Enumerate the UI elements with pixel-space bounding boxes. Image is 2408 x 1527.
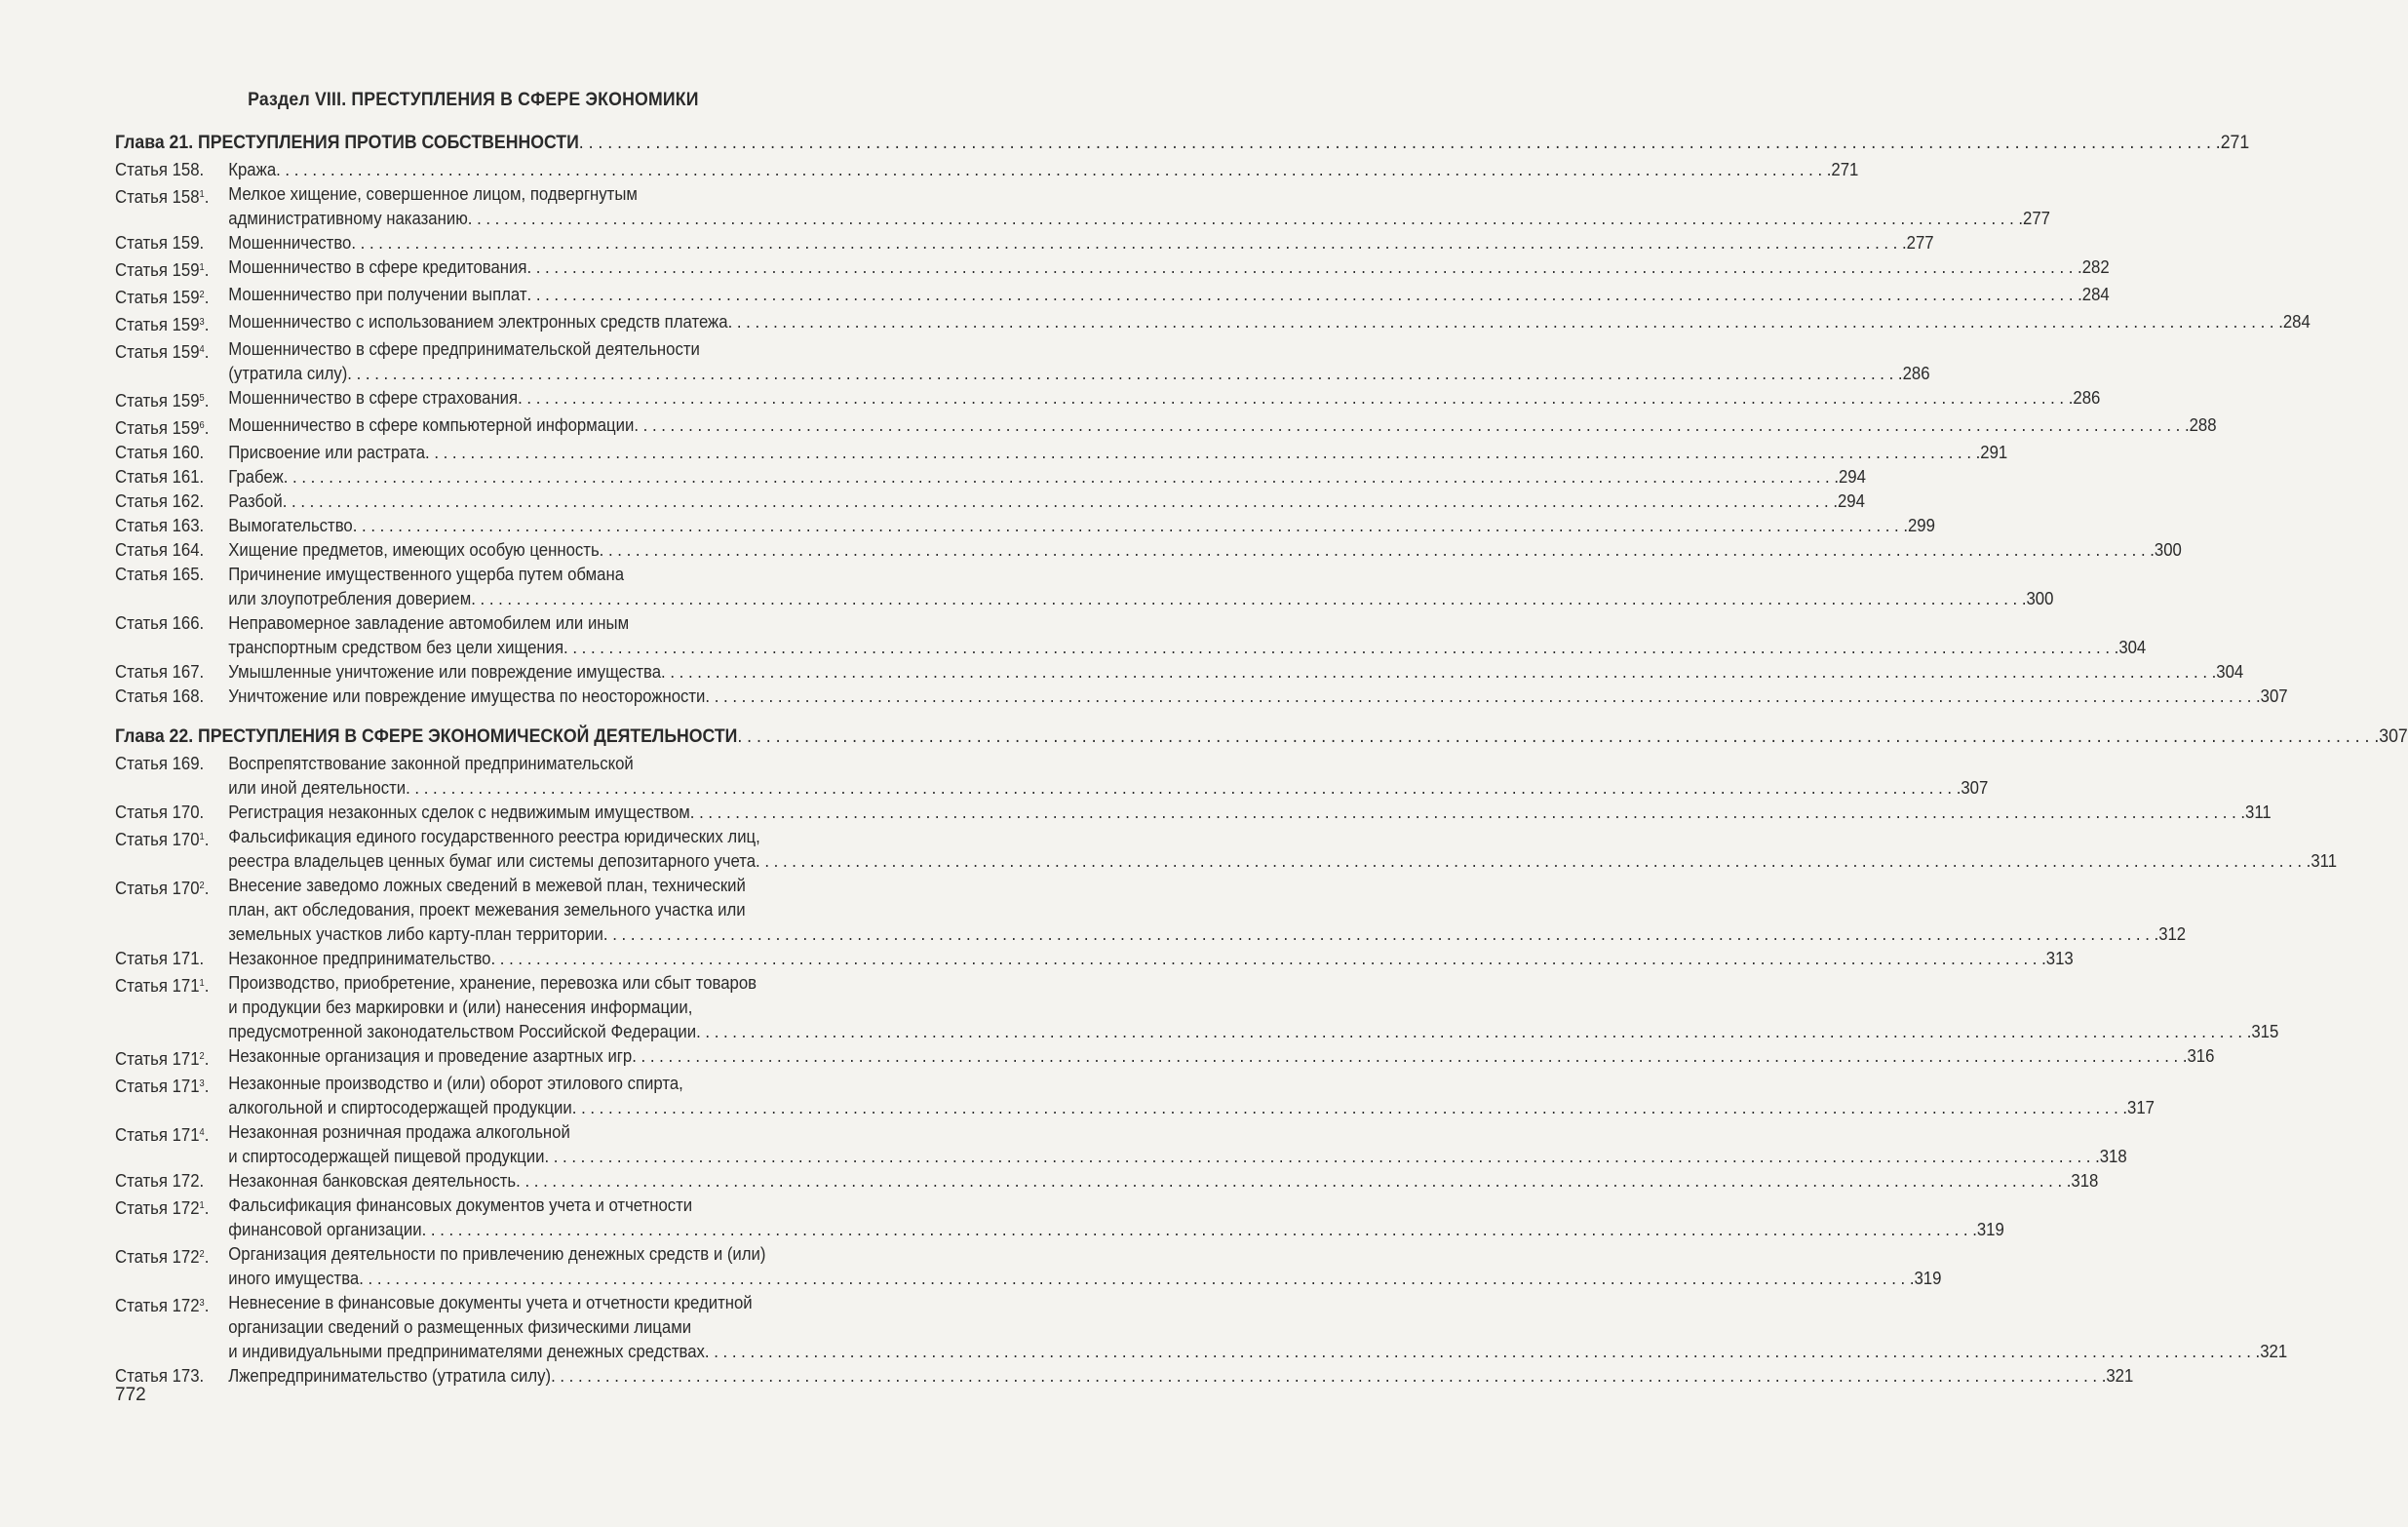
article-page-number: 318 [2099,1147,2127,1166]
article-number: Статья 167. [115,662,205,682]
article-superscript: 4 [199,1127,205,1138]
article-page-number: 286 [1902,364,1930,383]
article-superscript: 2 [199,1051,205,1062]
article-title-line [228,386,2100,411]
dot-leader [468,207,2023,231]
article-title [228,1364,2133,1389]
article-superscript: 5 [199,393,205,404]
dot-leader [579,133,2221,154]
dot-leader [728,310,2283,334]
dot-leader [276,158,1831,182]
dot-leader [572,1096,2127,1120]
article-title-line [228,849,2337,874]
article-title-text: Умышленные уничтожение или повреждение имущества [228,662,662,682]
article-superscript: 4 [199,344,205,355]
article-title-line [228,971,2278,996]
article-title-line [228,947,2073,971]
toc-entry[interactable] [115,441,2008,465]
page-number: 772 [115,1385,146,1405]
article-title-text: Разбой [228,491,283,511]
article-title-text: Воспрепятствование законной предпринимательской [228,754,634,773]
toc-entry[interactable] [115,255,2110,283]
article-page-number: 313 [2045,949,2074,968]
toc-entry[interactable] [115,337,1930,386]
contents-page [115,90,2408,1389]
article-title-text: Регистрация незаконных сделок с недвижимым имуществом [228,803,690,822]
article-page-number: 311 [2311,851,2338,871]
article-page-number: 277 [2023,209,2050,228]
article-page-number: 317 [2127,1098,2155,1117]
article-title [228,1072,2155,1120]
dot-leader [490,947,2045,971]
article-number: Статья $171^3$. [115,1077,210,1096]
article-title-line [228,283,2109,307]
article-title-text: Мошенничество в сфере предпринимательской деятельности [228,339,700,359]
dot-leader [705,1340,2260,1364]
article-title [228,660,2243,685]
article-page-number: 304 [2118,638,2147,657]
article-title-line [228,538,2182,563]
article-title-line [228,514,1935,538]
toc-entry[interactable] [115,514,1935,538]
article-title-text: земельных участков либо карту-план территории [228,924,603,944]
article-page-number: 271 [1831,160,1859,179]
article-number: Статья 165. [115,565,205,584]
article-title-line [228,898,2186,922]
article-title [228,337,1929,386]
toc-entry[interactable] [115,465,1866,489]
article-page-number: 321 [2260,1342,2288,1361]
article-page-number: 311 [2245,803,2272,822]
toc-entry[interactable] [115,1120,2127,1169]
dot-leader [351,231,1906,255]
article-page-number: 304 [2216,662,2244,682]
article-title-text: и индивидуальными предпринимателями денежных средствах [228,1342,705,1361]
article-title [228,1044,2214,1072]
article-title-line [228,1291,2287,1315]
article-title [228,563,2053,611]
article-title-line [228,611,2146,636]
article-title-text: Хищение предметов, имеющих особую ценность [228,540,600,560]
article-title-text: или злоупотребления доверием [228,589,472,608]
toc-entry[interactable] [115,1291,2288,1364]
toc-entry[interactable] [115,310,2311,337]
toc-entry[interactable] [115,611,2147,660]
article-title [228,158,1858,182]
article-number: Статья 158. [115,160,205,179]
toc-entry[interactable] [115,158,1859,182]
article-title-text: Неправомерное завладение автомобилем или иным [228,613,630,633]
section-title: Раздел VIII. ПРЕСТУПЛЕНИЯ В СФЕРЕ ЭКОНОМИКИ [248,90,699,110]
article-number: Статья $172^2$. [115,1247,210,1267]
article-title-line [228,752,1988,776]
chapter-title: Глава 22. ПРЕСТУПЛЕНИЯ В СФЕРЕ ЭКОНОМИЧЕСКОЙ ДЕЯТЕЛЬНОСТИ [115,726,738,747]
article-page-number: 277 [1906,233,1934,253]
dot-leader [634,413,2189,438]
article-title-text: Присвоение или растрата [228,443,426,462]
dot-leader [600,538,2155,563]
article-title [228,1169,2098,1194]
dot-leader [471,587,2026,611]
article-title [228,825,2337,874]
article-page-number: 316 [2187,1046,2215,1066]
article-number: Статья $158^1$. [115,187,210,207]
article-number: Статья $171^1$. [115,976,210,996]
article-title-line [228,776,1988,801]
article-number: Статья 169. [115,754,205,773]
article-number: Статья 160. [115,443,205,462]
toc-entry[interactable] [115,685,2288,709]
toc-entry[interactable] [115,1364,2134,1389]
dot-leader [690,801,2245,825]
article-title-line [228,1267,1941,1291]
article-title-text: Мошенничество при получении выплат [228,285,527,304]
article-page-number: 319 [1914,1269,1942,1288]
article-title-text: и спиртосодержащей пищевой продукции [228,1147,545,1166]
article-title-text: Мошенничество в сфере страхования [228,388,519,408]
article-title [228,1291,2287,1364]
article-title-text: Внесение заведомо ложных сведений в межевой план, технический [228,876,746,895]
article-page-number: 282 [2081,257,2110,277]
article-title-line [228,685,2287,709]
chapter-gap [115,709,868,723]
dot-leader [422,1218,1977,1242]
toc-entry[interactable] [115,1044,2215,1072]
article-title [228,386,2100,413]
article-title-line [228,465,1866,489]
article-number: Статья 162. [115,491,205,511]
article-title-line [228,660,2243,685]
article-number: Статья $171^4$. [115,1125,210,1145]
dot-leader [283,489,1838,514]
article-title-line [228,1315,2287,1340]
article-title [228,685,2287,709]
article-page-number: 315 [2251,1022,2279,1041]
article-title-text: алкогольной и спиртосодержащей продукции [228,1098,572,1117]
toc-entry[interactable] [115,1072,2155,1120]
article-number: Статья $159^4$. [115,342,210,362]
article-number: Статья 164. [115,540,205,560]
article-title-line [228,310,2311,334]
article-superscript: 1 [199,189,205,200]
article-title [228,255,2109,283]
article-title-text: (утратила силу) [228,364,348,383]
article-number: Статья 163. [115,516,205,535]
toc-entry[interactable] [115,538,2182,563]
article-title [228,441,2007,465]
dot-leader [353,514,1908,538]
article-title-line [228,1364,2133,1389]
chapter-heading[interactable] [115,133,2250,158]
article-page-number: 284 [2081,285,2110,304]
article-title-line [228,337,1929,362]
article-page-number: 300 [2154,540,2182,560]
chapter-list [115,133,2408,1389]
article-superscript: 3 [199,1298,205,1309]
dot-leader [563,636,2118,660]
article-title-text: Незаконная банковская деятельность [228,1171,517,1191]
article-title [228,182,2050,231]
article-page-number: 286 [2073,388,2101,408]
article-title [228,971,2278,1044]
article-number: Статья 166. [115,613,205,633]
article-title [228,947,2073,971]
article-number: Статья 170. [115,803,205,822]
dot-leader [518,386,2073,411]
article-title-line [228,1194,2004,1218]
article-title-text: Грабеж [228,467,284,487]
article-title-line [228,1242,1941,1267]
article-title-text: Кража [228,160,277,179]
article-title-line [228,922,2186,947]
article-title-text: организации сведений о размещенных физическими лицами [228,1317,692,1337]
article-title-line [228,1044,2214,1069]
article-superscript: 3 [199,1078,205,1089]
article-title-text: реестра владельцев ценных бумаг или системы депозитарного учета [228,851,757,871]
article-number: Статья $159^5$. [115,391,210,411]
article-title [228,231,1933,255]
article-superscript: 2 [199,881,205,891]
article-title-text: транспортным средством без цели хищения [228,638,564,657]
article-title-text: финансовой организации [228,1220,422,1239]
article-title-line [228,362,1929,386]
article-title-line [228,825,2337,849]
article-page-number: 321 [2106,1366,2134,1386]
article-number: Статья 168. [115,686,205,706]
article-title-line [228,158,1858,182]
article-page-number: 318 [2071,1171,2099,1191]
chapter-title: Глава 21. ПРЕСТУПЛЕНИЯ ПРОТИВ СОБСТВЕННОСТИ [115,133,579,153]
toc-entry[interactable] [115,825,2338,874]
dot-leader [544,1145,2099,1169]
dot-leader [359,1267,1914,1291]
article-title-line [228,801,2271,825]
article-title-line [228,1096,2155,1120]
dot-leader [527,283,2082,307]
dot-leader [756,849,2311,874]
article-title-text: Мошенничество [228,233,352,253]
article-title [228,283,2109,310]
article-title-text: или иной деятельности [228,778,407,798]
article-title [228,1194,2004,1242]
article-title-line [228,996,2278,1020]
article-title-text: Вымогательство [228,516,353,535]
article-title-text: Лжепредпринимательство (утратила силу) [228,1366,552,1386]
article-number: Статья $172^3$. [115,1296,210,1315]
article-title-text: Мошенничество с использованием электронных средств платежа [228,312,728,332]
article-title-line [228,1218,2004,1242]
dot-leader [406,776,1961,801]
toc-entry[interactable] [115,413,2217,441]
article-title-text: и продукции без маркировки и (или) нанесения информации, [228,998,693,1017]
article-number: Статья 172. [115,1171,205,1191]
dot-leader [737,726,2379,748]
article-title-line [228,1340,2287,1364]
article-number: Статья 161. [115,467,205,487]
article-title-line [228,1145,2126,1169]
article-page-number: 307 [2260,686,2288,706]
dot-leader [526,255,2081,280]
article-superscript: 6 [199,420,205,431]
article-number: Статья $159^6$. [115,418,210,438]
article-title-text: Фальсификация финансовых документов учета и отчетности [228,1195,693,1215]
article-title-line [228,413,2216,438]
toc-entry[interactable] [115,182,2050,231]
article-title [228,514,1935,538]
article-superscript: 2 [199,290,205,300]
article-page-number: 319 [1976,1220,2004,1239]
dot-leader [661,660,2216,685]
article-title [228,413,2216,441]
article-title [228,801,2271,825]
article-number: Статья 173. [115,1366,205,1386]
article-title [228,1242,1941,1291]
article-title-text: административному наказанию [228,209,468,228]
toc-entry[interactable] [115,386,2101,413]
article-superscript: 1 [199,1200,205,1211]
article-title-line [228,1020,2278,1044]
article-title-line [228,1120,2126,1145]
article-page-number: 300 [2026,589,2054,608]
article-number: Статья $170^2$. [115,879,210,898]
toc-entry[interactable] [115,947,2074,971]
article-title-line [228,182,2050,207]
toc-entry[interactable] [115,231,1934,255]
article-page-number: 294 [1838,491,1865,511]
toc-entry[interactable] [115,1242,1942,1291]
article-title [228,465,1866,489]
article-superscript: 1 [199,262,205,273]
article-title-text: Незаконное предпринимательство [228,949,491,968]
article-title-line [228,441,2007,465]
article-title [228,1120,2126,1169]
dot-leader [516,1169,2071,1194]
toc-entry[interactable] [115,874,2187,947]
article-title-text: Мошенничество в сфере кредитования [228,257,527,277]
article-title-line [228,874,2186,898]
toc-entry[interactable] [115,1194,2004,1242]
article-title-text: Мошенничество в сфере компьютерной информации [228,415,635,435]
article-title-line [228,1072,2155,1096]
dot-leader [603,922,2158,947]
toc-entry[interactable] [115,1169,2099,1194]
article-number: Статья 159. [115,233,205,253]
article-title-text: Незаконные производство и (или) оборот этилового спирта, [228,1074,683,1093]
dot-leader [696,1020,2251,1044]
article-superscript: 1 [199,832,205,842]
toc-entry[interactable] [115,971,2279,1044]
toc-entry[interactable] [115,660,2244,685]
dot-leader [705,685,2260,709]
article-superscript: 3 [199,317,205,328]
article-title-line [228,636,2146,660]
toc-entry[interactable] [115,563,2054,611]
article-title-line [228,255,2109,280]
article-superscript: 2 [199,1249,205,1260]
article-page-number: 312 [2158,924,2187,944]
toc-entry[interactable] [115,752,1989,801]
article-number: Статья $159^3$. [115,315,210,334]
article-page-number: 284 [2282,312,2311,332]
chapter-page-number: 271 [2220,133,2250,153]
article-superscript: 1 [199,978,205,989]
article-title-text: Организация деятельности по привлечению денежных средств и (или) [228,1244,766,1264]
article-title-line [228,563,2053,587]
article-title [228,874,2186,947]
article-number: Статья $170^1$. [115,830,210,849]
toc-entry[interactable] [115,489,1865,514]
article-title-line [228,489,1865,514]
article-number: Статья 171. [115,949,205,968]
article-title-text: Уничтожение или повреждение имущества по неосторожности [228,686,706,706]
article-page-number: 294 [1838,467,1866,487]
chapter-heading[interactable] [115,726,2408,752]
dot-leader [425,441,1980,465]
article-title [228,310,2311,337]
dot-leader [347,362,1902,386]
dot-leader [284,465,1839,489]
article-title-text: Незаконная розничная продажа алкогольной [228,1122,570,1142]
article-page-number: 299 [1908,516,1935,535]
toc-entry[interactable] [115,801,2272,825]
article-title-text: Фальсификация единого государственного реестра юридических лиц, [228,827,760,846]
article-title-line [228,587,2053,611]
article-title-text: Причинение имущественного ущерба путем обмана [228,565,625,584]
article-title-text: Невнесение в финансовые документы учета и отчетности кредитной [228,1293,753,1312]
article-title-line [228,1169,2098,1194]
article-title-text: Производство, приобретение, хранение, перевозка или сбыт товаров [228,973,757,993]
article-page-number: 288 [2189,415,2217,435]
dot-leader [632,1044,2187,1069]
article-title-line [228,207,2050,231]
article-title-text: предусмотренной законодательством Российской Федерации [228,1022,697,1041]
article-number: Статья $171^2$. [115,1049,210,1069]
article-number: Статья $159^1$. [115,260,210,280]
article-title-text: план, акт обследования, проект межевания земельного участка или [228,900,746,920]
article-number: Статья $172^1$. [115,1198,210,1218]
article-title [228,489,1865,514]
article-title-text: иного имущества [228,1269,360,1288]
dot-leader [551,1364,2106,1389]
article-number: Статья $159^2$. [115,288,210,307]
article-title-text: Незаконные организация и проведение азартных игр [228,1046,633,1066]
article-title-text: Мелкое хищение, совершенное лицом, подвергнутым [228,184,638,204]
article-page-number: 307 [1961,778,1989,798]
article-title [228,538,2182,563]
article-title [228,611,2146,660]
article-page-number: 291 [1980,443,2008,462]
article-title [228,752,1988,801]
chapter-page-number: 307 [2379,726,2408,747]
article-title-line [228,231,1933,255]
toc-entry[interactable] [115,283,2110,310]
